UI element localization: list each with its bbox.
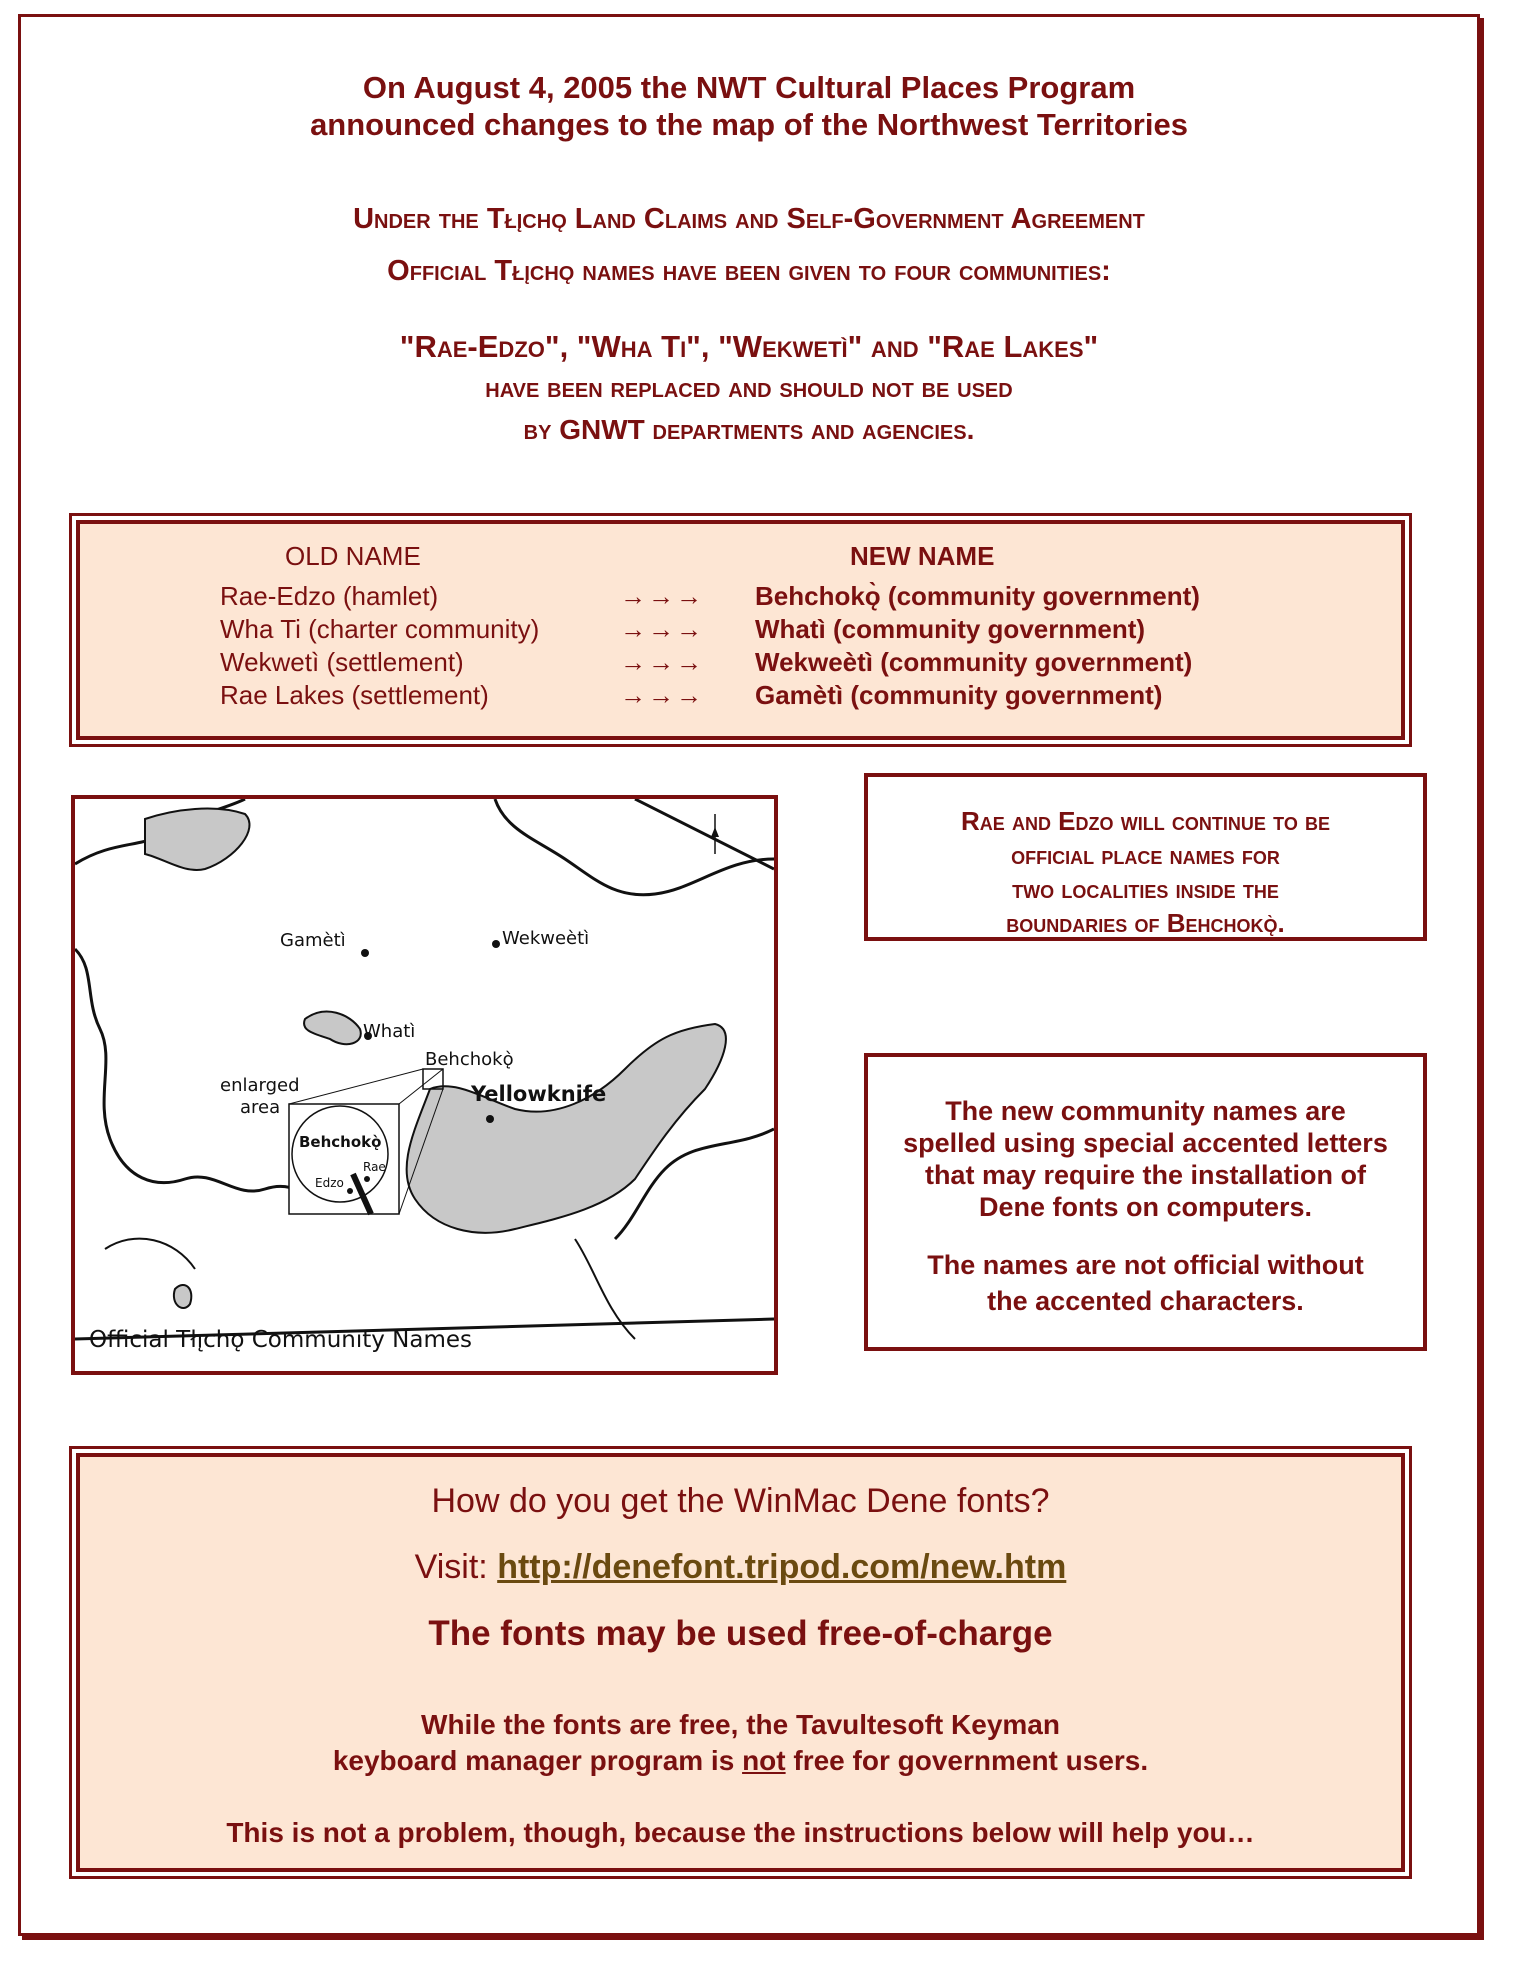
map-inset-rae: Rae <box>363 1160 386 1174</box>
map-label-gameti: Gamètì <box>280 930 346 951</box>
map-graphic <box>75 799 774 1371</box>
map-inset-edzo: Edzo <box>315 1176 344 1190</box>
map-label-wekweeti: Wekweètì <box>502 928 590 949</box>
visit-line <box>80 1545 1401 1589</box>
denefont-link[interactable]: http://denefont.tripod.com/new.htm <box>497 1548 1067 1586</box>
arrow-icon: →→→ <box>620 614 704 644</box>
fonts-note-line-4: Dene fonts on computers. <box>978 1192 1313 1222</box>
new-name-row-2: Whatì (community government) <box>755 614 1146 644</box>
free-of-charge: The fonts may be used free-of-charge <box>428 1614 1053 1653</box>
rae-note-line-1: Rae and Edzo will continue to be <box>960 806 1331 836</box>
agreement-line-1: Under the Tłı̨chǫ Land Claims and Self-Government Agreement <box>353 203 1145 235</box>
agreement-line-2: Official Tłı̨chǫ names have been given to four communities: <box>387 255 1111 287</box>
fonts-note-line-1: The new community names are <box>945 1096 1346 1126</box>
rae-note-line-3: two localities inside the <box>1012 874 1279 904</box>
problem-line: This is not a problem, though, because the instructions below will help you… <box>226 1817 1255 1848</box>
keyman-line-1: While the fonts are free, the Tavultesoft Keyman <box>421 1709 1060 1740</box>
visit-label: Visit: <box>414 1548 498 1586</box>
new-name-row-4: Gamètì (community government) <box>755 680 1163 710</box>
old-name-row-3: Wekwetì (settlement) <box>220 647 464 677</box>
rae-note-line-4: boundaries of Behchokǫ̀. <box>1006 908 1285 938</box>
map-label-area: area <box>240 1097 281 1118</box>
arrow-icon: →→→ <box>620 680 704 710</box>
fonts-note-line-3: that may require the installation of <box>924 1160 1367 1190</box>
rae-edzo-note <box>864 773 1427 941</box>
header-line-2: announced changes to the map of the Northwest Territories <box>310 107 1188 142</box>
keyman-line-2a: keyboard manager program is <box>332 1745 743 1776</box>
old-name-row-2: Wha Ti (charter community) <box>220 614 540 644</box>
arrow-icon: →→→ <box>620 647 704 677</box>
old-name-header: OLD NAME <box>285 541 421 571</box>
map-label-yellowknife: Yellowknife <box>471 1082 607 1106</box>
arrow-icon: →→→ <box>620 581 704 611</box>
keyman-line-2 <box>80 1743 1401 1779</box>
fonts-info-box <box>76 1453 1405 1872</box>
community-map <box>71 795 778 1375</box>
fonts-note-line-6: the accented characters. <box>987 1286 1304 1316</box>
rae-note-line-2: official place names for <box>1011 840 1280 870</box>
new-name-row-1: Behchokǫ̀ (community government) <box>755 581 1200 611</box>
new-name-header: NEW NAME <box>850 541 995 571</box>
map-caption: Official Tłı̨chǫ Community Names <box>89 1327 473 1353</box>
fonts-question: How do you get the WinMac Dene fonts? <box>431 1482 1050 1520</box>
keyman-not: not <box>742 1745 786 1776</box>
old-name-row-4: Rae Lakes (settlement) <box>220 680 489 710</box>
fonts-note-line-2: spelled using special accented letters <box>903 1128 1388 1158</box>
map-label-enlarged: enlarged <box>220 1075 300 1096</box>
fonts-note <box>864 1053 1427 1351</box>
name-change-table <box>76 520 1405 740</box>
new-name-row-3: Wekweètì (community government) <box>755 647 1193 677</box>
replaced-line-1: "Rae-Edzo", "Wha Ti", "Wekwetì" and "Rae Lakes" <box>399 329 1099 364</box>
replaced-line-3: by GNWT departments and agencies. <box>523 414 975 445</box>
replaced-line-2: have been replaced and should not be used <box>485 372 1013 403</box>
map-label-whati: Whatì <box>363 1021 416 1042</box>
fonts-note-line-5: The names are not official without <box>927 1250 1364 1280</box>
page-frame <box>18 14 1480 1936</box>
old-name-row-1: Rae-Edzo (hamlet) <box>220 581 439 611</box>
keyman-line-2b: free for government users. <box>785 1745 1149 1776</box>
map-label-behchoko: Behchokǫ̀ <box>425 1049 514 1070</box>
header-line-1: On August 4, 2005 the NWT Cultural Places Program <box>362 70 1136 105</box>
map-inset-behchoko: Behchokǫ̀ <box>299 1133 382 1151</box>
